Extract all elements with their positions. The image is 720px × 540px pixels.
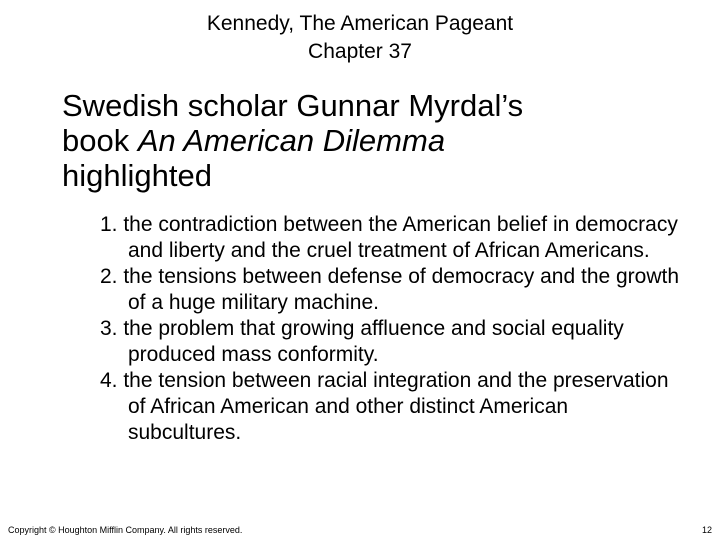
copyright-notice: Copyright © Houghton Mifflin Company. All rights reserved. [8, 525, 243, 535]
answer-option-4: 4. the tension between racial integration and the preservation of African American and other distinct American subcultures. [100, 369, 669, 444]
page-number: 12 [701, 525, 712, 535]
slide-header [0, 10, 720, 66]
book-title: Kennedy, The American Pageant [206, 12, 514, 35]
answer-options [100, 212, 680, 446]
answer-option-2: 2. the tensions between defense of democracy and the growth of a huge military machine. [100, 265, 680, 314]
answer-option-1: 1. the contradiction between the American belief in democracy and liberty and the cruel treatment of African Americans. [100, 213, 678, 262]
question-text [62, 88, 662, 193]
chapter-label: Chapter 37 [308, 40, 412, 63]
answer-option-3: 3. the problem that growing affluence and social equality produced mass conformity. [100, 317, 624, 366]
question-line-1: Swedish scholar Gunnar Myrdal’s [62, 88, 524, 123]
question-line-2-prefix: book [62, 123, 138, 158]
question-line-3: highlighted [62, 158, 212, 193]
question-line-2 [62, 123, 662, 158]
book-title-italic: An American Dilemma [137, 123, 446, 158]
